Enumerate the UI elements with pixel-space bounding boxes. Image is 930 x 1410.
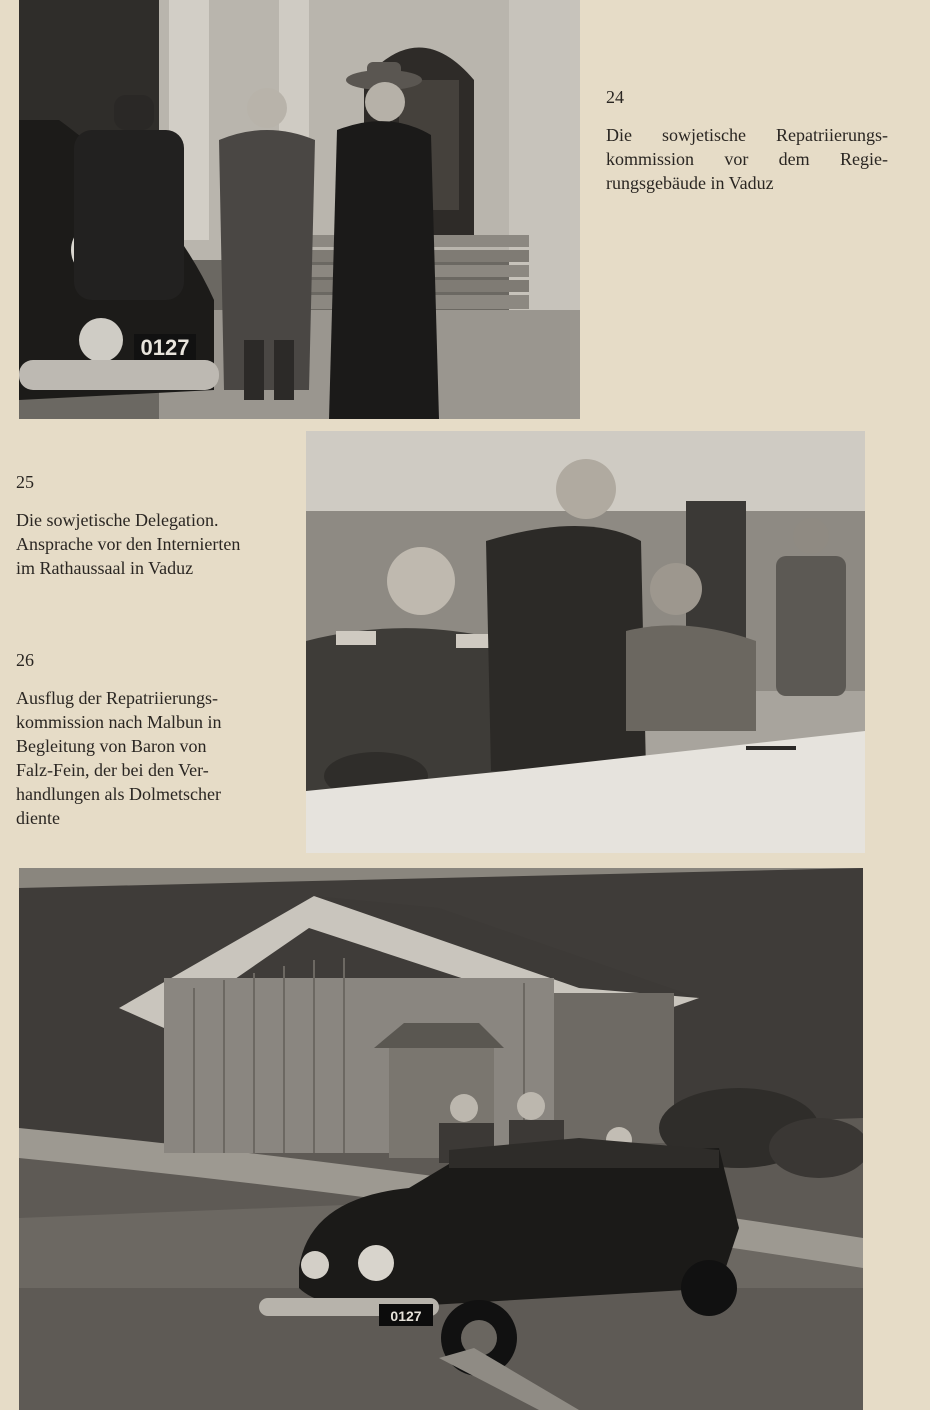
license-plate-26: 0127 bbox=[390, 1308, 422, 1324]
photo-24-image bbox=[19, 0, 580, 419]
photo-number-25: 25 bbox=[16, 472, 34, 492]
caption-24-line-1: Die sowjetische Repatriierungs- bbox=[606, 125, 888, 145]
caption-26-line-4: Falz-Fein, der bei den Ver- bbox=[16, 760, 209, 780]
caption-24-line-3: rungsgebäude in Vaduz bbox=[606, 173, 774, 193]
photo-26-image bbox=[19, 868, 863, 1410]
caption-25 bbox=[16, 470, 291, 580]
caption-26-line-3: Begleitung von Baron von bbox=[16, 736, 207, 756]
photo-malbun-excursion bbox=[19, 868, 863, 1410]
caption-26-line-1: Ausflug der Repatriierungs- bbox=[16, 688, 218, 708]
caption-text-26 bbox=[16, 686, 276, 830]
photo-25-image bbox=[306, 431, 865, 853]
caption-24-line-2: kommission vor dem Regie- bbox=[606, 149, 888, 169]
caption-text-24 bbox=[606, 123, 888, 195]
license-plate-24: 0127 bbox=[140, 335, 190, 360]
photo-number-26: 26 bbox=[16, 650, 34, 670]
caption-25-line-1: Die sowjetische Delegation. bbox=[16, 510, 219, 530]
caption-25-line-3: im Rathaussaal in Vaduz bbox=[16, 558, 194, 578]
caption-26 bbox=[16, 648, 276, 830]
photo-number-24: 24 bbox=[606, 87, 624, 107]
caption-24 bbox=[606, 85, 888, 195]
photo-government-building bbox=[19, 0, 580, 419]
caption-26-line-5: handlungen als Dolmetscher bbox=[16, 784, 221, 804]
caption-26-line-6: diente bbox=[16, 808, 60, 828]
photo-town-hall-speech bbox=[306, 431, 865, 853]
caption-25-line-2: Ansprache vor den Internierten bbox=[16, 534, 241, 554]
caption-text-25 bbox=[16, 508, 291, 580]
caption-26-line-2: kommission nach Malbun in bbox=[16, 712, 222, 732]
